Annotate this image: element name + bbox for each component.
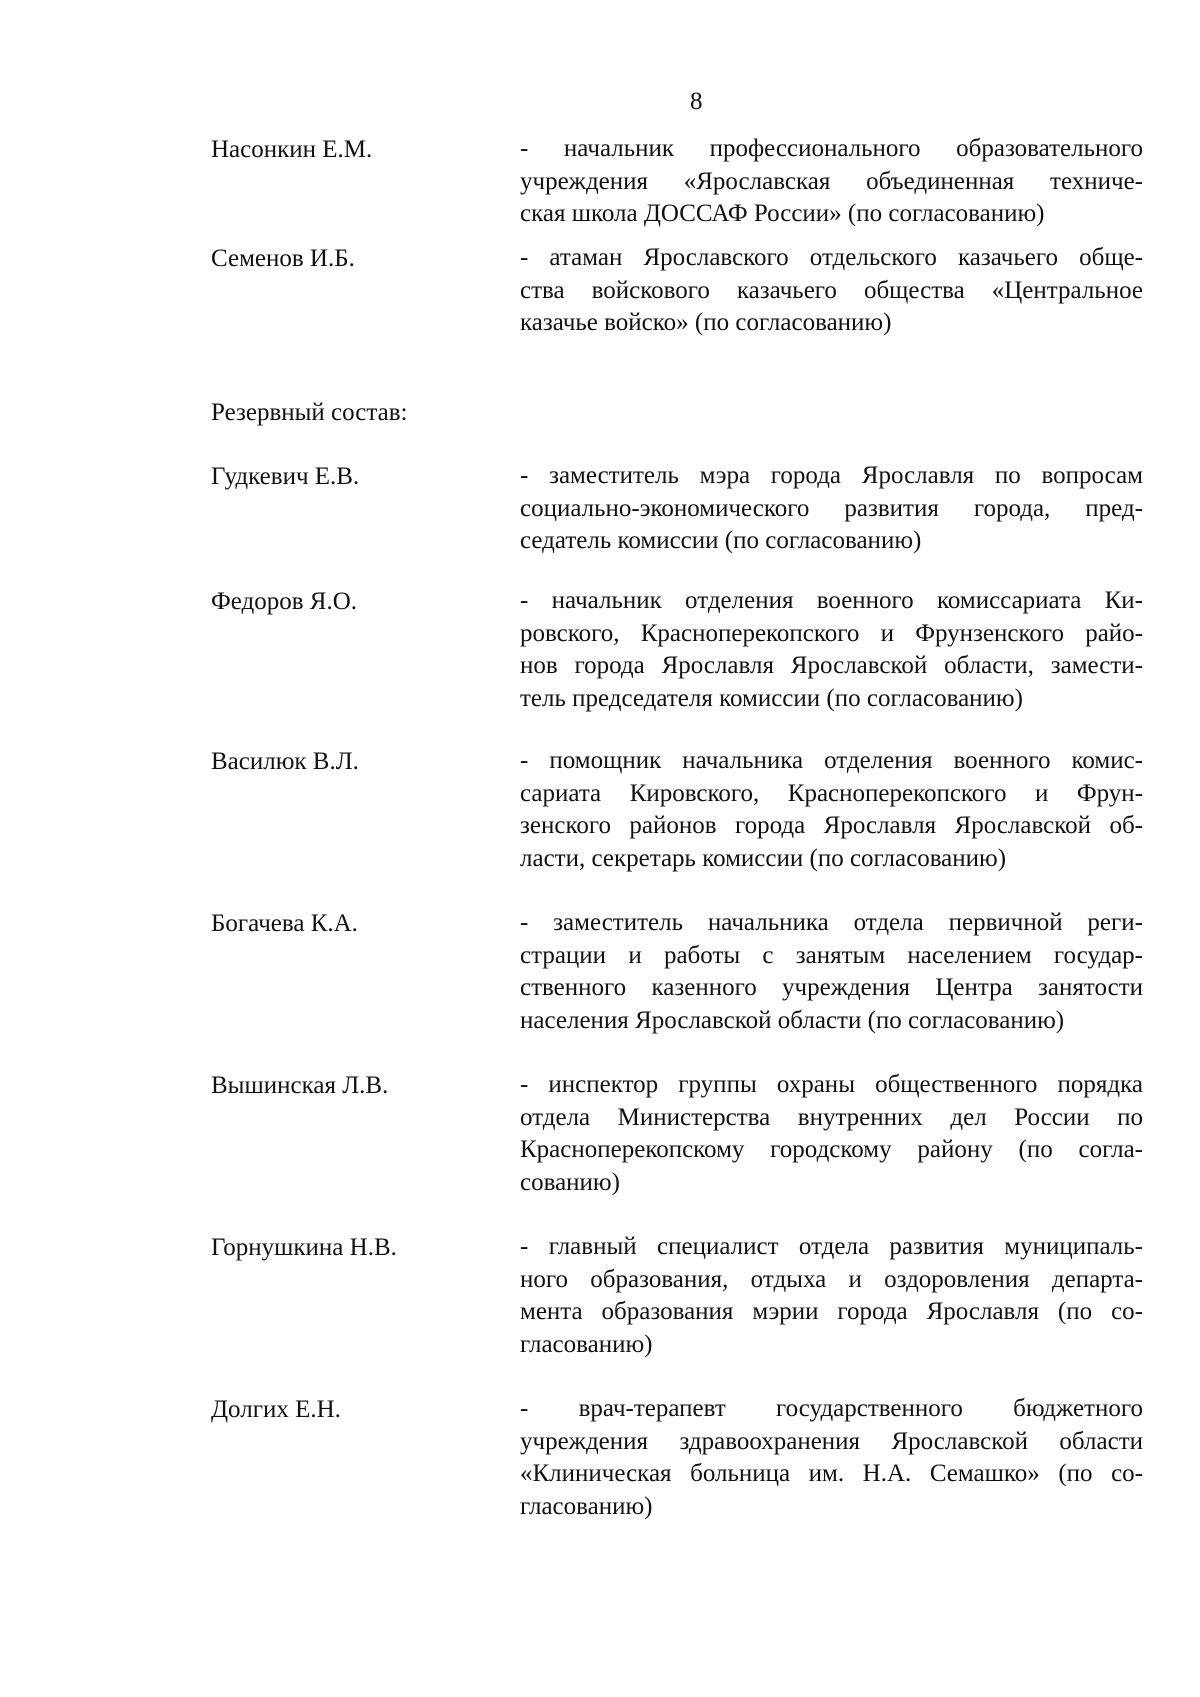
description-line: учреждения здравоохранения Ярославской области — [520, 1427, 1143, 1455]
member-name: Гудкевич Е.В. — [211, 463, 360, 490]
description-line: нов города Ярославля Ярославской области, замести- — [520, 652, 1143, 680]
member-name: Василюк В.Л. — [211, 748, 359, 775]
description-line: мента образования мэрии города Ярославля (по со- — [520, 1298, 1143, 1326]
member-name: Федоров Я.О. — [211, 588, 358, 615]
description-line: седатель комиссии (по согласованию) — [520, 527, 922, 555]
member-name: Вышинская Л.В. — [211, 1072, 389, 1099]
description-line: тель председателя комиссии (по согласованию) — [520, 684, 1023, 712]
description-line: гласованию) — [520, 1330, 653, 1358]
description-line: зенского районов города Ярославля Ярославской об- — [520, 812, 1143, 840]
description-line: «Клиническая больница им. Н.А. Семашко» (по со- — [520, 1460, 1143, 1488]
description-line: сованию) — [520, 1168, 620, 1196]
description-line: Красноперекопскому городскому району (по согла- — [520, 1136, 1143, 1164]
section-heading-reserve: Резервный состав: — [211, 399, 408, 426]
member-description — [520, 133, 1143, 231]
description-line: гласованию) — [520, 1492, 653, 1520]
member-name: Насонкин Е.М. — [211, 136, 373, 163]
member-name: Долгих Е.Н. — [211, 1396, 341, 1423]
description-line: - начальник отделения военного комиссариата Ки- — [520, 587, 1143, 614]
description-line: - атаман Ярославского отдельского казачьего обще- — [520, 244, 1143, 271]
member-description — [520, 907, 1143, 1037]
description-line: - заместитель мэра города Ярославля по вопросам — [520, 462, 1143, 489]
description-line: учреждения «Ярославская объединенная техниче- — [520, 167, 1143, 195]
member-description — [520, 460, 1143, 558]
member-description — [520, 585, 1143, 715]
description-line: - помощник начальника отделения военного комис- — [520, 747, 1143, 774]
member-name: Горнушкина Н.В. — [211, 1234, 397, 1261]
description-line: - врач-терапевт государственного бюджетного — [520, 1395, 1143, 1422]
description-line: - начальник профессионального образовательного — [520, 135, 1143, 162]
page-number: 8 — [690, 88, 703, 115]
description-line: - заместитель начальника отдела первичной реги- — [520, 909, 1143, 936]
member-name: Богачева К.А. — [211, 910, 358, 937]
description-line: ственного казенного учреждения Центра занятости — [520, 974, 1143, 1002]
description-line: страции и работы с занятым населением государ- — [520, 941, 1143, 969]
description-line: ства войскового казачьего общества «Центральное — [520, 276, 1143, 304]
member-description — [520, 1231, 1143, 1361]
description-line: сариата Кировского, Красноперекопского и Фрун- — [520, 779, 1143, 807]
member-description — [520, 1393, 1143, 1523]
description-line: отдела Министерства внутренних дел России по — [520, 1103, 1143, 1131]
description-line: социально-экономического развития города, пред- — [520, 494, 1143, 522]
description-line: населения Ярославской области (по согласованию) — [520, 1006, 1065, 1034]
member-description — [520, 1069, 1143, 1199]
description-line: ласти, секретарь комиссии (по согласованию) — [520, 844, 1007, 872]
description-line: - главный специалист отдела развития муниципаль- — [520, 1233, 1143, 1260]
description-line: казачье войско» (по согласованию) — [520, 309, 892, 337]
member-name: Семенов И.Б. — [211, 245, 355, 272]
description-line: ного образования, отдыха и оздоровления департа- — [520, 1265, 1143, 1293]
description-line: ровского, Красноперекопского и Фрунзенского райо- — [520, 619, 1143, 647]
description-line: ская школа ДОССАФ России» (по согласованию) — [520, 200, 1045, 228]
description-line: - инспектор группы охраны общественного порядка — [520, 1071, 1143, 1098]
member-description — [520, 745, 1143, 875]
member-description — [520, 242, 1143, 340]
